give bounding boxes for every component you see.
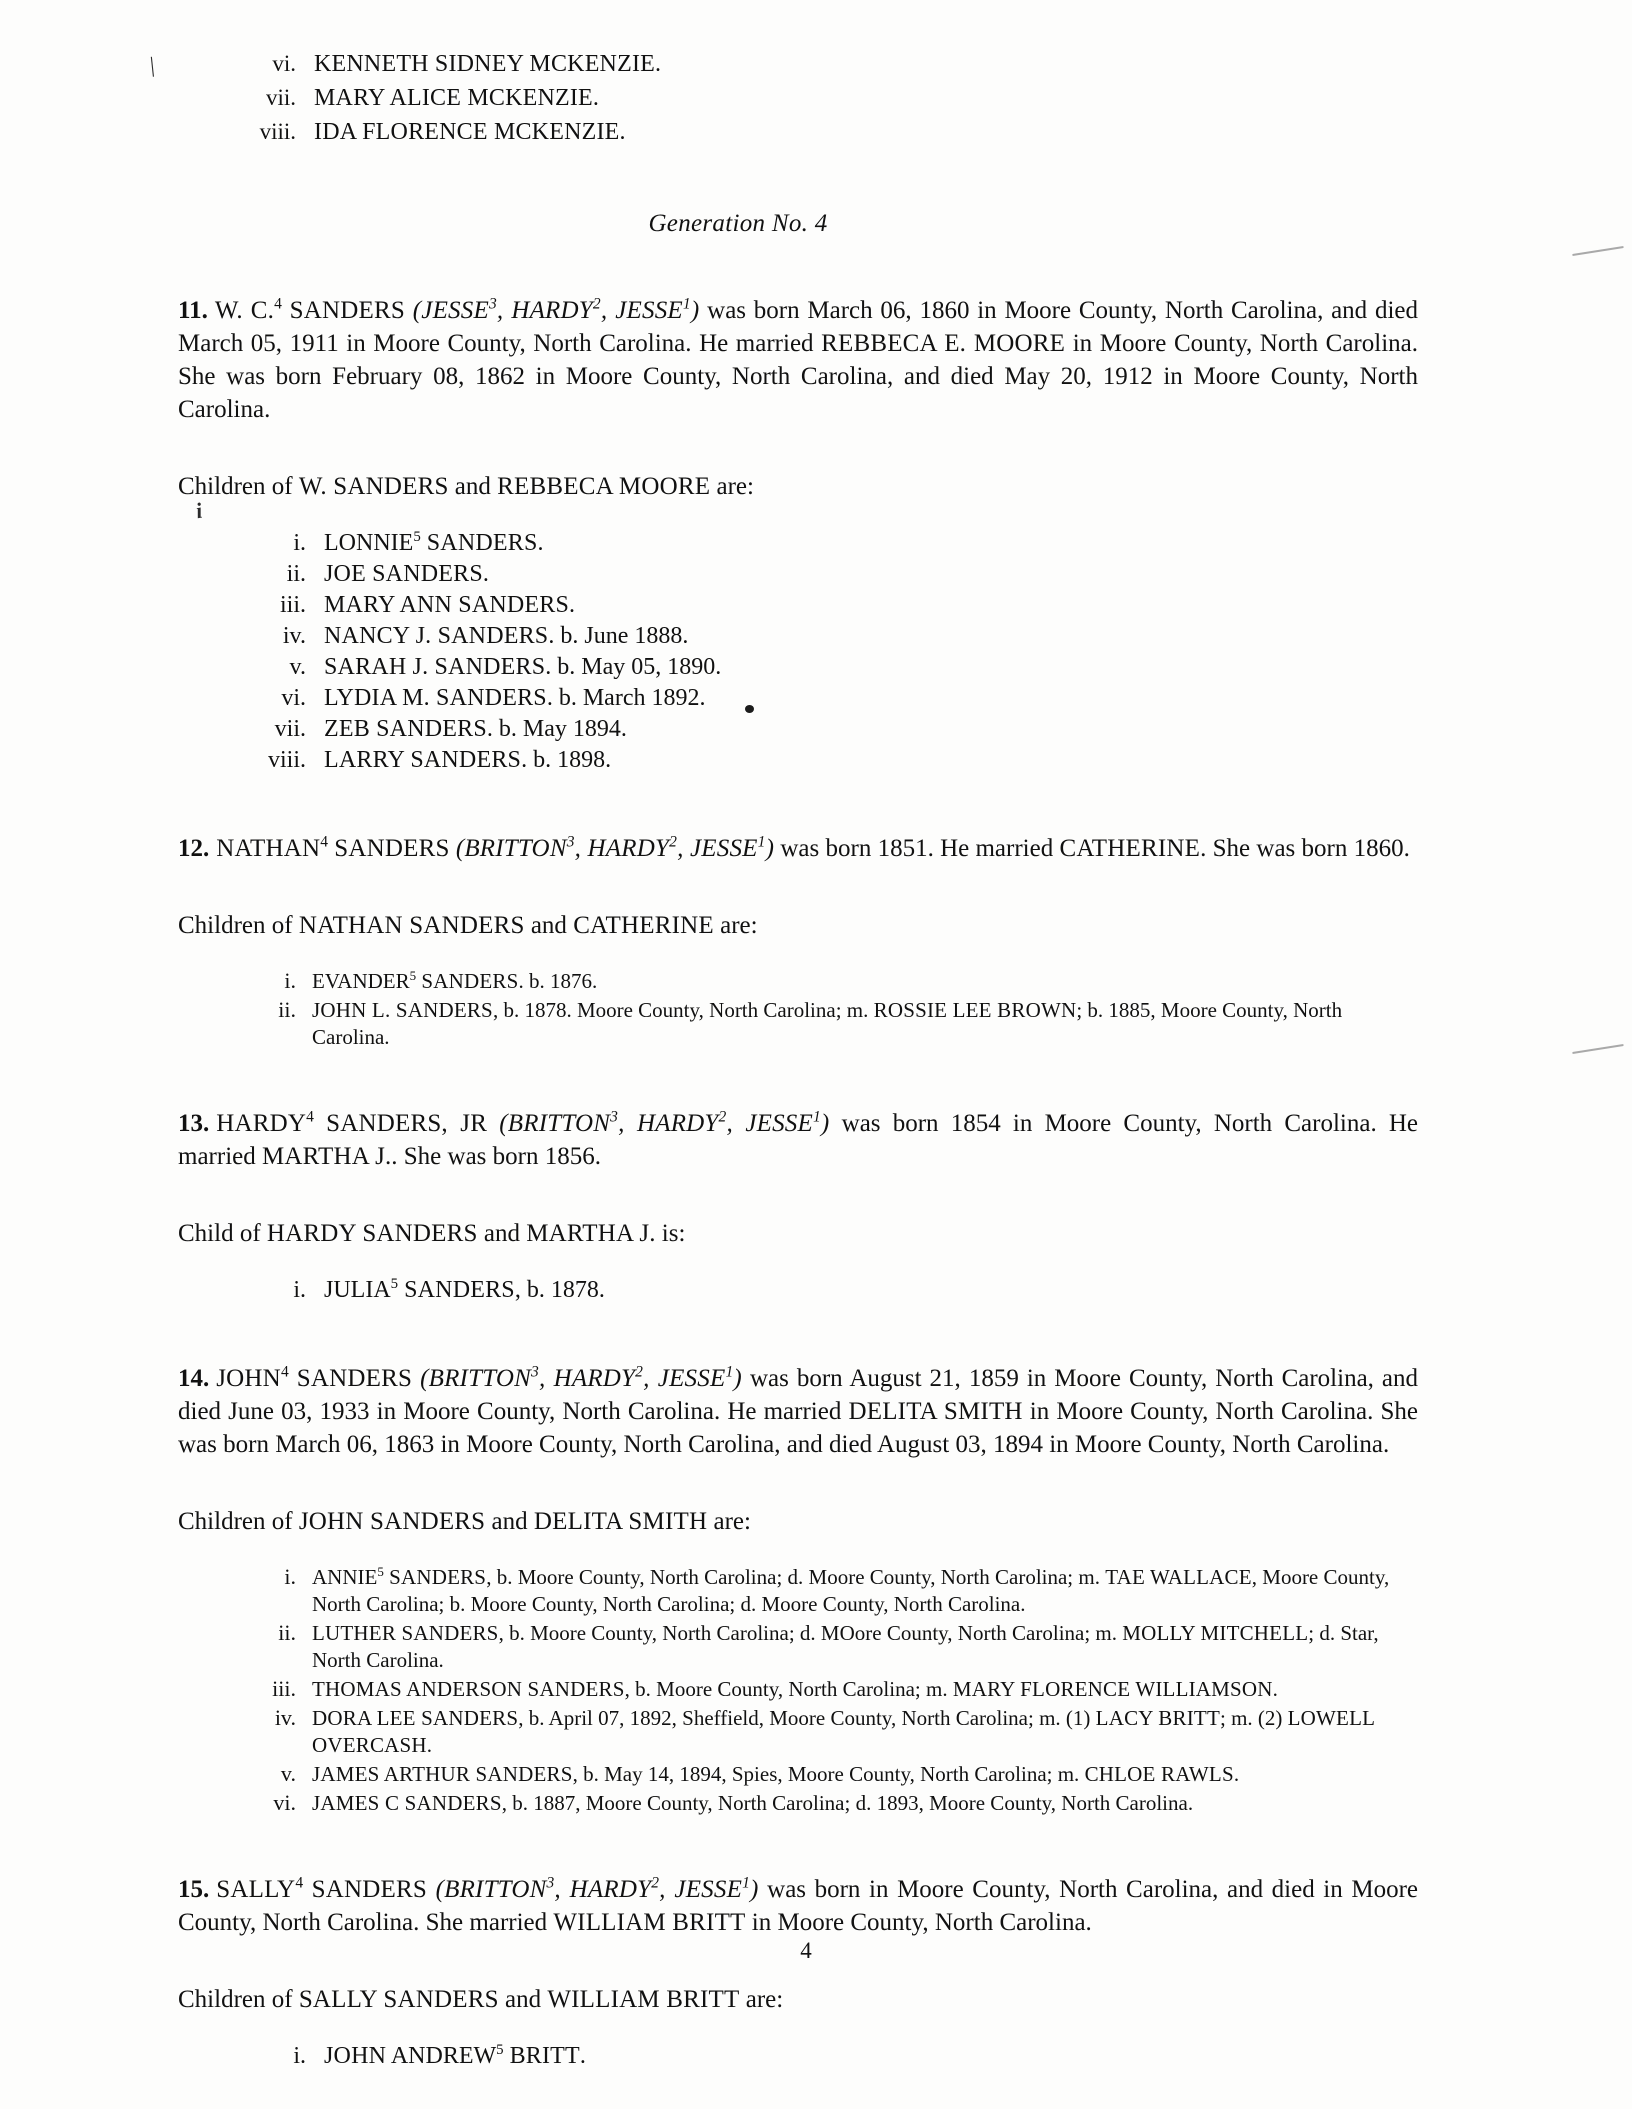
list-item-numeral: i.	[284, 1564, 296, 1589]
list-item-text: JOE SANDERS.	[324, 561, 489, 587]
children-list	[178, 1563, 1418, 1817]
list-item	[178, 82, 1418, 114]
list-item-numeral: ii.	[286, 561, 306, 587]
list-item-text: LUTHER SANDERS, b. Moore County, North Carolina; d. MOore County, North Carolina; m. MOLLY MITCHELL; d. Star, North Carolina.	[312, 1621, 1379, 1672]
entry-generation-superscript: 4	[295, 1874, 304, 1892]
entry-person-name: NATHAN	[216, 835, 321, 862]
entry-generation-superscript: 4	[320, 833, 328, 851]
list-item-numeral: i.	[293, 530, 306, 556]
list-item-text: JOHN ANDREW$^5$ BRITT.	[324, 2042, 586, 2069]
list-item	[178, 116, 1418, 148]
list-item-text: ANNIE$^5$ SANDERS, b. Moore County, North Carolina; d. Moore County, North Carolina; m. TAE WALLACE, Moore County, North Carolina; b. Moore County, North Carolina; d. Moore County, North Carolina.	[312, 1564, 1390, 1616]
list-item	[178, 996, 1418, 1051]
entry-surname: SANDERS, JR	[326, 1110, 488, 1137]
list-item-numeral: vi.	[273, 1790, 296, 1815]
list-item-numeral: ii.	[278, 997, 296, 1022]
entry-body: was born 1851. He married CATHERINE. She was born 1860.	[780, 835, 1410, 862]
entry-generation-superscript: 4	[280, 1363, 289, 1381]
list-item-numeral: vi.	[272, 51, 296, 76]
list-item-numeral: i.	[293, 2043, 306, 2069]
list-item-text: THOMAS ANDERSON SANDERS, b. Moore County, North Carolina; m. MARY FLORENCE WILLIAMSON.	[312, 1677, 1278, 1701]
list-item	[178, 559, 1418, 590]
list-item	[178, 1704, 1418, 1759]
list-item	[178, 1619, 1418, 1674]
children-list	[178, 528, 1418, 776]
scan-artifact-mark: |	[148, 51, 156, 78]
genealogy-entry	[178, 832, 1418, 1051]
entry-body: was born August 21, 1859 in Moore County, North Carolina, and died June 03, 1933 in Moore County, North Carolina. He married DELITA SMITH in Moore County, North Carolina. She was born March 06, 1863 in Moore County, North Carolina, and died August 03, 1894 in Moore County, North Carolina.	[178, 1365, 1419, 1458]
list-item-text: IDA FLORENCE MCKENZIE.	[314, 119, 626, 145]
list-item-numeral: viii.	[259, 119, 296, 144]
entry-number: 12.	[178, 835, 210, 862]
list-item-text: ZEB SANDERS. b. May 1894.	[324, 716, 627, 742]
list-item-numeral: v.	[289, 654, 306, 680]
entry-surname: SANDERS	[296, 1365, 413, 1392]
page-content	[178, 48, 1418, 2072]
list-item	[178, 2041, 1418, 2072]
list-item	[178, 1789, 1418, 1817]
children-list	[178, 1275, 1418, 1306]
list-item	[178, 683, 1418, 714]
scan-artifact-edge-curl	[1572, 246, 1624, 256]
list-item-text: SARAH J. SANDERS. b. May 05, 1890.	[324, 654, 722, 680]
list-item-numeral: iv.	[274, 1705, 296, 1730]
list-item-numeral: ii.	[278, 1620, 296, 1645]
entry-paragraph	[178, 1107, 1418, 1173]
children-heading: Children of NATHAN SANDERS and CATHERINE are:	[178, 912, 758, 939]
scan-artifact-margin-mark: i	[193, 497, 205, 524]
entry-lineage: (JESSE$^3$, HARDY$^2$, JESSE$^1$)	[412, 295, 700, 324]
entry-surname: SANDERS	[311, 1876, 427, 1903]
entry-person-name: HARDY	[216, 1110, 307, 1137]
entry-person-name: SALLY	[216, 1876, 296, 1903]
entry-paragraph	[178, 294, 1418, 426]
entry-person-name: W. C.	[214, 297, 275, 324]
list-item-numeral: vi.	[281, 685, 306, 711]
entry-body: was born 1854 in Moore County, North Carolina. He married MARTHA J.. She was born 1856.	[178, 1110, 1419, 1170]
list-item-numeral: iii.	[272, 1676, 296, 1701]
genealogy-entry	[178, 1362, 1418, 1817]
list-item-numeral: i.	[293, 1277, 306, 1303]
list-item-numeral: iii.	[279, 592, 306, 618]
scan-artifact-edge-curl	[1572, 1044, 1624, 1054]
list-item	[178, 621, 1418, 652]
list-item-text: JAMES C SANDERS, b. 1887, Moore County, North Carolina; d. 1893, Moore County, North Carolina.	[312, 1791, 1194, 1815]
children-heading: Children of JOHN SANDERS and DELITA SMITH are:	[178, 1508, 751, 1535]
entry-number: 11.	[178, 297, 208, 324]
list-item	[178, 1563, 1418, 1618]
list-item-text: KENNETH SIDNEY MCKENZIE.	[314, 51, 662, 77]
children-list	[178, 967, 1418, 1051]
list-item-text: MARY ANN SANDERS.	[324, 592, 576, 618]
children-heading: Children of SALLY SANDERS and WILLIAM BRITT are:	[178, 1986, 784, 2013]
entry-lineage: (BRITTON$^3$, HARDY$^2$, JESSE$^1$)	[420, 1363, 742, 1392]
entry-number: 13.	[178, 1110, 210, 1137]
list-item-text: JAMES ARTHUR SANDERS, b. May 14, 1894, Spies, Moore County, North Carolina; m. CHLOE RAWLS.	[312, 1762, 1240, 1786]
entry-body: was born March 06, 1860 in Moore County, North Carolina, and died March 05, 1911 in Moore County, North Carolina. He married REBBECA E. MOORE in Moore County, North Carolina. She was born February 08, 1862 in Moore County, North Carolina, and died May 20, 1912 in Moore County, North Carolina.	[178, 297, 1419, 423]
list-item-text: MARY ALICE MCKENZIE.	[314, 85, 600, 111]
children-list	[178, 2041, 1418, 2072]
list-item	[178, 1760, 1418, 1788]
list-item	[178, 652, 1418, 683]
generation-heading: Generation No. 4	[648, 210, 828, 237]
list-item-numeral: vii.	[265, 85, 296, 110]
list-item-numeral: vii.	[274, 716, 306, 742]
entry-body: was born in Moore County, North Carolina, and died in Moore County, North Carolina. She married WILLIAM BRITT in Moore County, North Carolina.	[178, 1876, 1418, 1936]
list-item-text: NANCY J. SANDERS. b. June 1888.	[324, 623, 689, 649]
list-item	[178, 1675, 1418, 1703]
list-item	[178, 714, 1418, 745]
list-item	[178, 590, 1418, 621]
genealogy-entry	[178, 1873, 1418, 2072]
list-item	[178, 1275, 1418, 1306]
entry-paragraph	[178, 832, 1418, 865]
list-item-numeral: viii.	[267, 747, 306, 773]
list-item-text: DORA LEE SANDERS, b. April 07, 1892, Sheffield, Moore County, North Carolina; m. (1) LACY BRITT; m. (2) LOWELL OVERCASH.	[312, 1706, 1375, 1757]
entry-person-name: JOHN	[216, 1365, 281, 1392]
entry-surname: SANDERS	[334, 835, 450, 862]
entry-number: 14.	[178, 1365, 210, 1392]
list-item-text: LONNIE$^5$ SANDERS.	[324, 529, 544, 556]
list-item	[178, 967, 1418, 995]
entry-generation-superscript: 4	[306, 1108, 314, 1126]
genealogy-entry	[178, 294, 1418, 776]
entry-number: 15.	[178, 1876, 210, 1903]
list-item	[178, 48, 1418, 80]
entry-lineage: (BRITTON$^3$, HARDY$^2$, JESSE$^1$)	[499, 1108, 830, 1137]
genealogy-entry	[178, 1107, 1418, 1306]
list-item-text: EVANDER$^5$ SANDERS. b. 1876.	[312, 968, 598, 993]
list-item-text: LARRY SANDERS. b. 1898.	[324, 747, 612, 773]
list-item	[178, 528, 1418, 559]
entry-paragraph	[178, 1362, 1418, 1461]
continued-child-list	[178, 48, 1418, 148]
entry-surname: SANDERS	[289, 297, 405, 324]
entry-generation-superscript: 4	[274, 295, 282, 313]
page-folio: 4	[800, 1938, 812, 1963]
entry-lineage: (BRITTON$^3$, HARDY$^2$, JESSE$^1$)	[435, 1874, 759, 1903]
entry-lineage: (BRITTON$^3$, HARDY$^2$, JESSE$^1$)	[455, 833, 775, 862]
list-item	[178, 745, 1418, 776]
entry-paragraph	[178, 1873, 1418, 1939]
list-item-numeral: v.	[280, 1761, 296, 1786]
list-item-text: LYDIA M. SANDERS. b. March 1892.	[324, 685, 706, 711]
list-item-numeral: iv.	[282, 623, 306, 649]
list-item-numeral: i.	[284, 968, 296, 993]
children-heading: Child of HARDY SANDERS and MARTHA J. is:	[178, 1220, 686, 1247]
children-heading: Children of W. SANDERS and REBBECA MOORE are:	[178, 473, 754, 500]
list-item-text: JULIA$^5$ SANDERS, b. 1878.	[324, 1276, 605, 1303]
list-item-text: JOHN L. SANDERS, b. 1878. Moore County, North Carolina; m. ROSSIE LEE BROWN; b. 1885, Moore County, North Carolina.	[312, 998, 1343, 1049]
entry-container	[178, 294, 1418, 2072]
